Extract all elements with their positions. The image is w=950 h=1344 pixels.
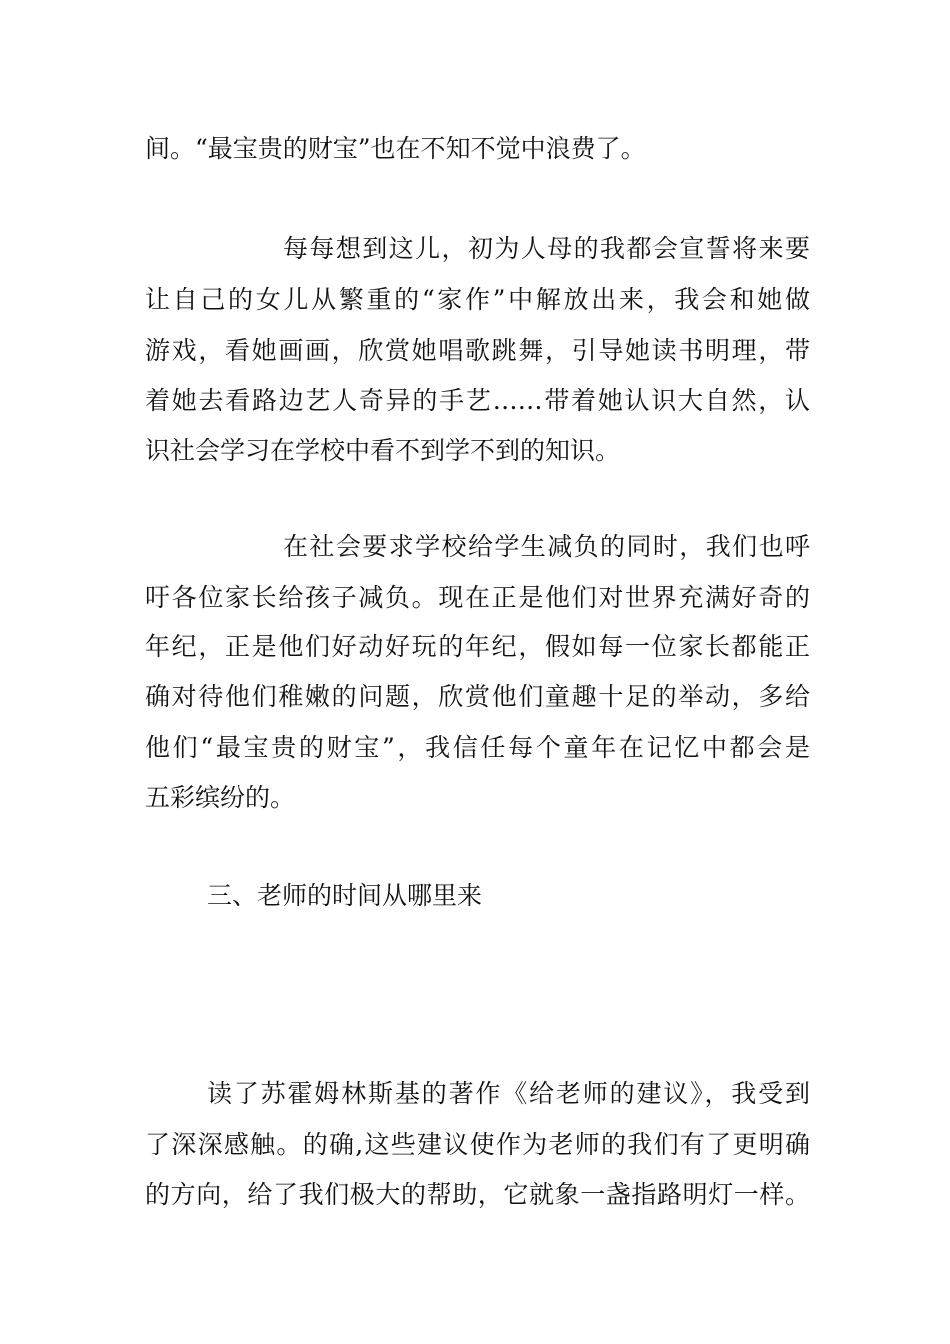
paragraph-4-line-1: 读了苏霍姆林斯基的著作《给老师的建议》，我受到: [207, 1079, 810, 1108]
paragraph-4-line-2: 了深深感触。的确,这些建议使作为老师的我们有了更明确: [145, 1130, 810, 1159]
paragraph-4-line-3: 的方向，给了我们极大的帮助，它就象一盏指路明灯一样。: [145, 1180, 810, 1209]
paragraph-3-line-1: 在社会要求学校给学生减负的同时，我们也呼: [283, 532, 810, 561]
paragraph-2-line-2: 让自己的女儿从繁重的“家作”中解放出来，我会和她做: [145, 285, 810, 314]
paragraph-2-line-1: 每每想到这儿，初为人母的我都会宣誓将来要: [283, 234, 810, 263]
paragraph-2-line-4: 着她去看路边艺人奇异的手艺……带着她认识大自然，认: [145, 386, 810, 415]
paragraph-3-line-3: 年纪，正是他们好动好玩的年纪，假如每一位家长都能正: [145, 632, 810, 661]
paragraph-3-line-6: 五彩缤纷的。: [145, 783, 296, 812]
paragraph-1-line-1: 间。“最宝贵的财宝”也在不知不觉中浪费了。: [145, 134, 646, 163]
paragraph-2-line-5: 识社会学习在学校中看不到学不到的知识。: [145, 436, 621, 465]
section-heading: 三、老师的时间从哪里来: [207, 881, 483, 910]
paragraph-3-line-4: 确对待他们稚嫩的问题，欣赏他们童趣十足的举动，多给: [145, 682, 810, 711]
paragraph-3-line-5: 他们“最宝贵的财宝”，我信任每个童年在记忆中都会是: [145, 733, 810, 762]
paragraph-3-line-2: 吁各位家长给孩子减负。现在正是他们对世界充满好奇的: [145, 583, 810, 612]
paragraph-2-line-3: 游戏，看她画画，欣赏她唱歌跳舞，引导她读书明理，带: [145, 336, 810, 365]
